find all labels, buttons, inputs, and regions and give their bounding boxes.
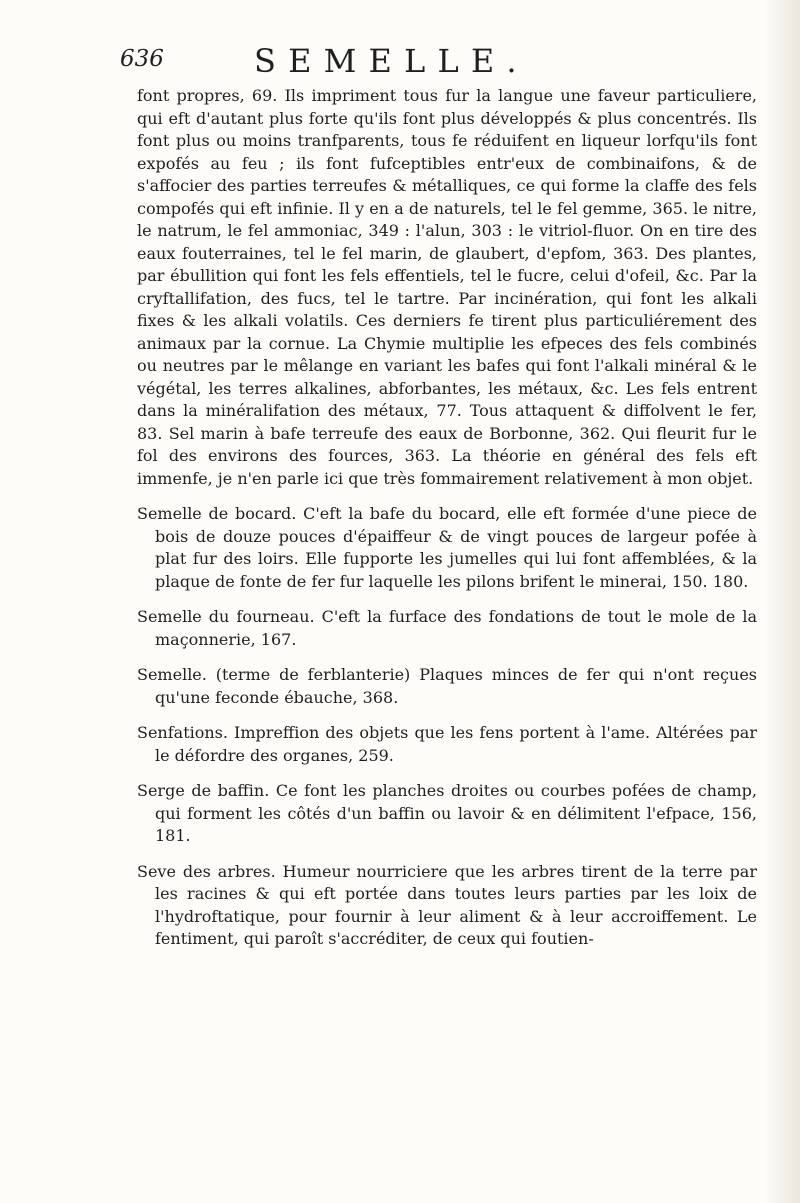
entry-serge-de-baffin: Serge de baffin. Ce font les planches droites ou courbes pofées de champ, qui forment les côtés d'un baffin ou lavoir & en délimitent l'efpace, 156, 181.	[137, 781, 757, 845]
entry-semelle-de-bocard: Semelle de bocard. C'eft la bafe du bocard, elle eft formée d'une piece de bois de douze pouces d'épaiffeur & de vingt pouces de largeur pofée à plat fur des loirs. Elle fupporte les jumelles qui lui font affemblées, & la plaque de fonte de fer fur laquelle les pilons brifent le minerai, 150. 180.	[137, 504, 757, 591]
page-body	[137, 85, 757, 964]
running-title: SEMELLE.	[254, 42, 529, 80]
page-header	[120, 42, 760, 82]
entry-seve-des-arbres: Seve des arbres. Humeur nourriciere que les arbres tirent de la terre par les racines & qui eft portée dans toutes leurs parties par les loix de l'hydroftatique, pour fournir à leur aliment & à leur accroiffement. Le fentiment, qui paroît s'accréditer, de ceux qui foutien-	[137, 861, 757, 948]
entry-semelle-du-fourneau: Semelle du fourneau. C'eft la furface des fondations de tout le mole de la maçonnerie, 167.	[137, 607, 757, 649]
page-edge-stain	[764, 0, 800, 1203]
page-number: 636	[120, 46, 164, 72]
entry-semelle-ferblanterie: Semelle. (terme de ferblanterie) Plaques minces de fer qui n'ont reçues qu'une feconde ébauche, 368.	[137, 665, 757, 707]
entry-senfations: Senfations. Impreffion des objets que les fens portent à l'ame. Altérées par le défordre des organes, 259.	[137, 723, 757, 765]
paragraph-sel-continuation: font propres, 69. Ils impriment tous fur la langue une faveur particuliere, qui eft d'autant plus forte qu'ils font plus développés & plus concentrés. Ils font plus ou moins tranfparents, tous fe réduifent en liqueur lorfqu'ils font expofés au feu ; ils font fufceptibles entr'eux de combinaifons, & de s'affocier des parties terreufes & métalliques, ce qui forme la claffe des fels compofés qui eft infinie. Il y en a de naturels, tel le fel gemme, 365. le nitre, le natrum, le fel ammoniac, 349 : l'alun, 303 : le vitriol-fluor. On en tire des eaux fouterraines, tel le fel marin, de glaubert, d'epfom, 363. Des plantes, par ébullition qui font les fels effentiels, tel le fucre, celui d'ofeil, &c. Par la cryftallifation, des fucs, tel le tartre. Par incinération, qui font les alkali fixes & les alkali volatils. Ces derniers fe tirent plus particuliérement des animaux par la cornue. La Chymie multiplie les efpeces des fels combinés ou neutres par le mêlange en variant les bafes qui font l'alkali minéral & le végétal, les terres alkalines, abforbantes, les métaux, &c. Les fels entrent dans la minéralifation des métaux, 77. Tous attaquent & diffolvent le fer, 83. Sel marin à bafe terreufe des eaux de Borbonne, 362. Qui fleurit fur le fol des environs des fources, 363. La théorie en général des fels eft immenfe, je n'en parle ici que très fommairement relativement à mon objet.	[137, 86, 757, 488]
